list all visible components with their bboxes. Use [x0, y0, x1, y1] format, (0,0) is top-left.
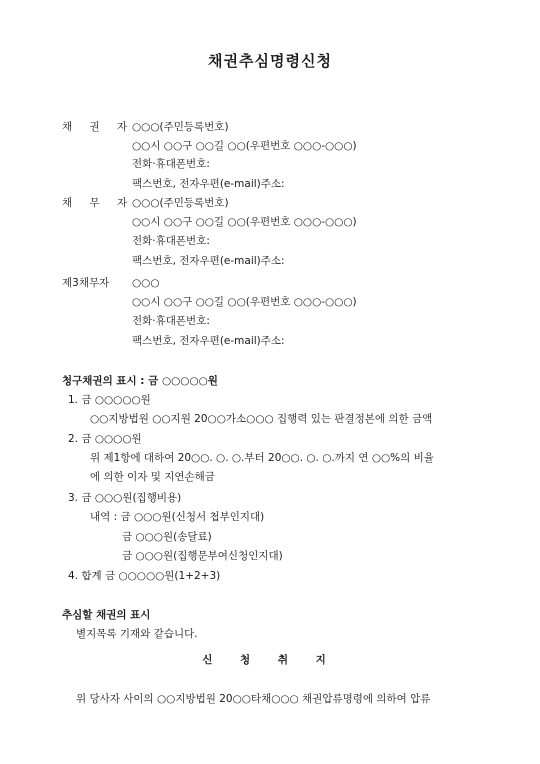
- debtor-phone: 전화·휴대폰번호:: [132, 235, 210, 247]
- creditor-fax: 팩스번호, 전자우편(e-mail)주소:: [132, 178, 285, 190]
- third-debtor-name: ○○○: [132, 277, 160, 289]
- debtor-fax: 팩스번호, 전자우편(e-mail)주소:: [132, 255, 285, 267]
- third-debtor-phone: 전화·휴대폰번호:: [132, 315, 210, 327]
- claim-item-2-desc-2: 에 의한 이자 및 지연손해금: [90, 471, 215, 483]
- debtor-address: ○○시 ○○구 ○○길 ○○(우편번호 ○○○-○○○): [132, 216, 357, 228]
- document-title: 채권추심명령신청: [208, 52, 332, 70]
- claim-item-4: 4. 합계 금 ○○○○○원(1+2+3): [68, 570, 221, 582]
- creditor-label: 채 권 자: [62, 121, 135, 133]
- claim-item-3-detail-3: 금 ○○○원(집행문부여신청인지대): [122, 550, 283, 562]
- debtor-label: 채 무 자: [62, 197, 135, 209]
- purpose-text: 위 당사자 사이의 ○○지방법원 20○○타채○○○ 채권압류명령에 의하여 압류: [76, 693, 431, 705]
- claim-item-3-detail-1: 내역 : 금 ○○○원(신청서 첩부인지대): [90, 511, 265, 523]
- claim-heading: 청구채권의 표시 : 금 ○○○○○원: [62, 375, 218, 387]
- claim-item-2-desc-1: 위 제1항에 대하여 20○○. ○. ○.부터 20○○. ○. ○.까지 연 ○○%의 비율: [90, 452, 434, 464]
- claim-item-3-detail-2: 금 ○○○원(송달료): [122, 531, 212, 543]
- claim-item-2: 2. 금 ○○○○원: [68, 433, 142, 445]
- debtor-name: ○○○(주민등록번호): [132, 197, 229, 209]
- third-debtor-label: 제3채무자: [62, 277, 110, 289]
- collection-heading: 추심할 채권의 표시: [62, 609, 151, 621]
- third-debtor-fax: 팩스번호, 전자우편(e-mail)주소:: [132, 335, 285, 347]
- claim-item-1: 1. 금 ○○○○○원: [68, 394, 151, 406]
- claim-item-3: 3. 금 ○○○원(집행비용): [68, 492, 182, 504]
- creditor-address: ○○시 ○○구 ○○길 ○○(우편번호 ○○○-○○○): [132, 140, 357, 152]
- purpose-heading: 신 청 취 지: [202, 654, 338, 666]
- third-debtor-address: ○○시 ○○구 ○○길 ○○(우편번호 ○○○-○○○): [132, 296, 357, 308]
- creditor-name: ○○○(주민등록번호): [132, 121, 229, 133]
- collection-desc: 별지목록 기재와 같습니다.: [76, 628, 198, 640]
- claim-item-1-desc: ○○지방법원 ○○지원 20○○가소○○○ 집행력 있는 판결정본에 의한 금액: [90, 413, 433, 425]
- creditor-phone: 전화·휴대폰번호:: [132, 158, 210, 170]
